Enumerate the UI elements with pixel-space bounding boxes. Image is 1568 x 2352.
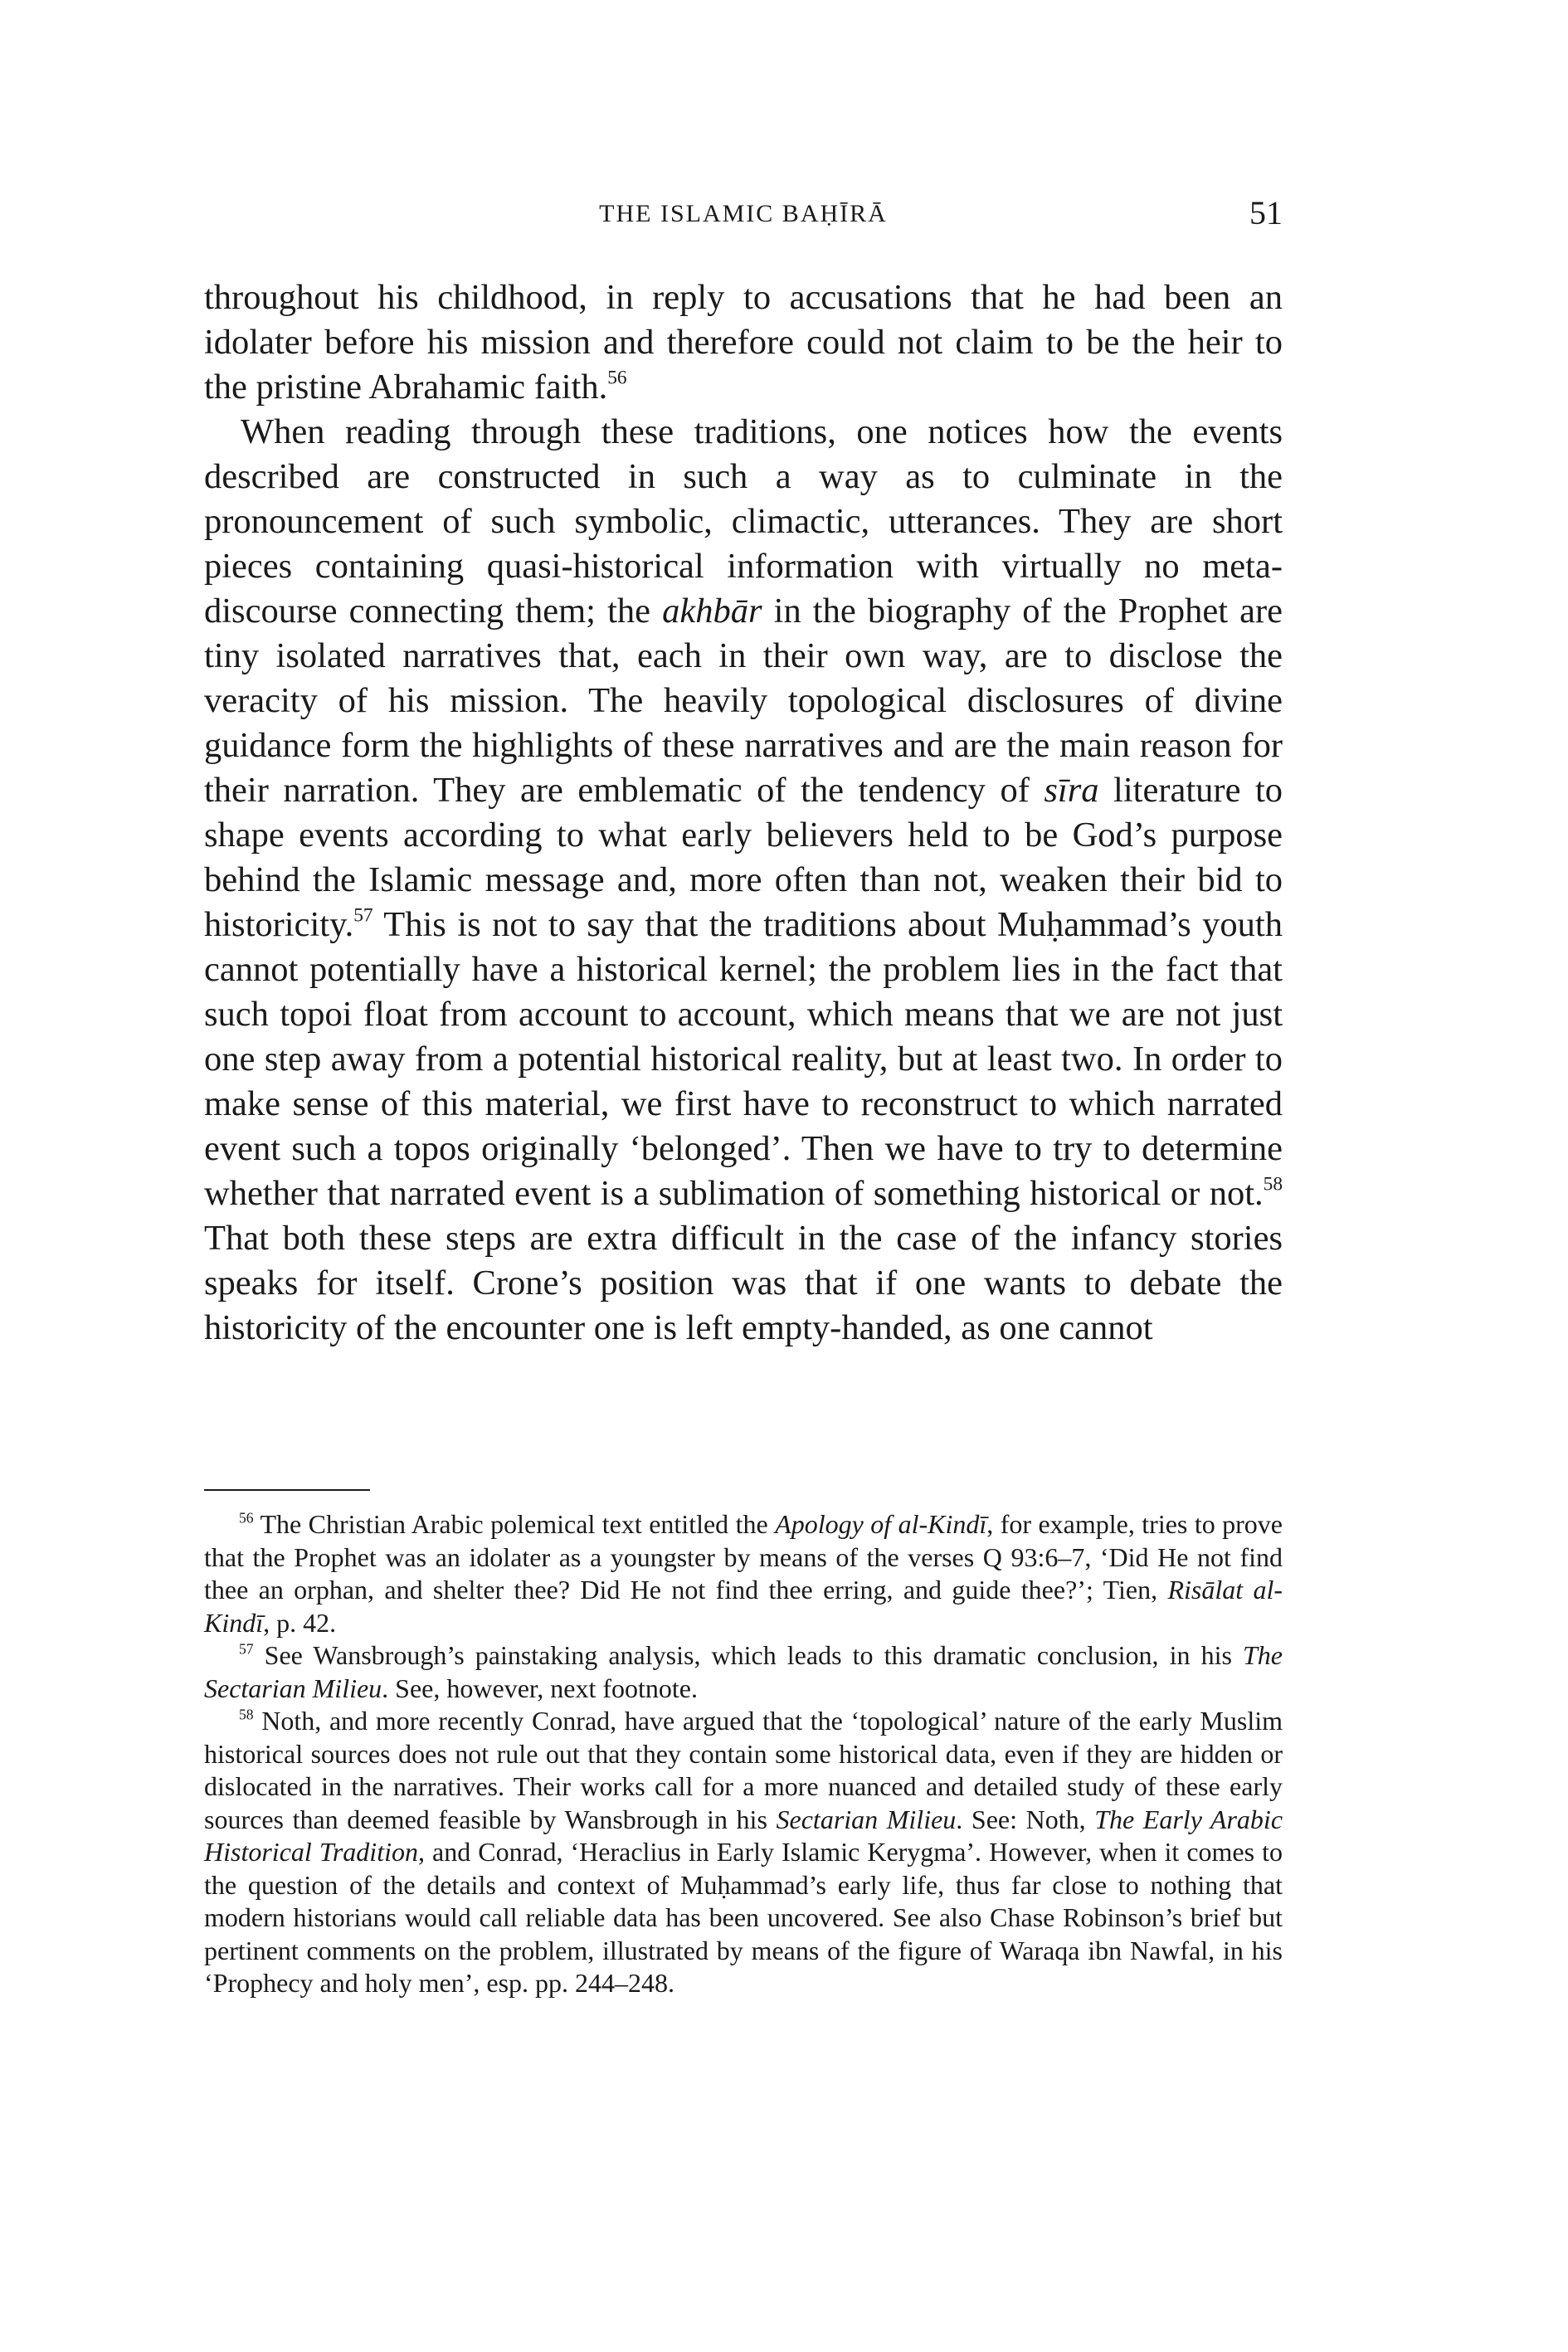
page-number: 51 <box>1249 194 1283 231</box>
footnote-57 <box>204 1639 1283 1705</box>
italic-term: Apology of al-Kindī <box>775 1509 987 1539</box>
text-run: . See: Noth, <box>956 1804 1095 1834</box>
italic-term: sīra <box>1044 771 1099 810</box>
text-run: , for example, tries to prove that the Prophet was an idolater as a youngster by means of the verses Q 93:6–7, ‘Did He not find thee an orphan, and shelter thee? Did He not find thee erring, and guide thee?’; Tien, <box>204 1509 1283 1605</box>
footnote-number: 58 <box>239 1706 254 1723</box>
italic-term: Sectarian Milieu <box>776 1804 957 1834</box>
text-run: in the biography of the Prophet are tiny isolated narratives that, each in their own way, are to disclose the veracity of his mission. The heavily topological disclosures of divine guidance form the highlights of these narratives and are the main reason for their narration. They are emblematic of the tendency of <box>204 592 1283 810</box>
italic-term: The Early Arabic Historical Tradition <box>204 1804 1283 1867</box>
paragraph-2 <box>204 410 1283 1351</box>
footnote-58 <box>204 1705 1283 2000</box>
body-text <box>204 275 1283 1351</box>
text-run: That both these steps are extra difficult in the case of the infancy stories speaks for itself. Crone’s position was that if one wants to debate the historicity of the encounter one is left empty-handed, as one cannot <box>204 1219 1283 1347</box>
running-title: THE ISLAMIC BAḤĪRĀ <box>599 200 888 227</box>
text-run: throughout his childhood, in reply to accusations that he had been an idolater before his mission and therefore could not claim to be the heir to the pristine Abrahamic faith. <box>204 278 1283 407</box>
footnote-56 <box>204 1508 1283 1639</box>
text-run: , p. 42. <box>263 1607 337 1638</box>
footnotes <box>204 1508 1283 2000</box>
footnote-ref: 58 <box>1263 1173 1283 1195</box>
text-run: Noth, and more recently Conrad, have argued that the ‘topological’ nature of the early Muslim historical sources does not rule out that they contain some historical data, even if they are hidden or dislocated in the narratives. Their works call for a more nuanced and detailed study of these early sources than deemed feasible by Wansbrough in his <box>204 1706 1283 1834</box>
footnote-ref: 56 <box>607 367 627 389</box>
footnote-number: 56 <box>239 1509 254 1527</box>
italic-term: akhbār <box>662 592 762 631</box>
footnote-ref: 57 <box>353 904 373 927</box>
footnote-number: 57 <box>239 1640 254 1658</box>
running-head <box>204 193 1283 243</box>
italic-term: The Sectarian Milieu <box>204 1640 1283 1703</box>
paragraph-1 <box>204 275 1283 410</box>
text-run: , and Conrad, ‘Heraclius in Early Islamic Kerygma’. However, when it comes to the question of the details and context of Muḥammad’s early life, thus far close to nothing that modern historians would call reliable data has been uncovered. See also Chase Robinson’s brief but pertinent comments on the problem, illustrated by means of the figure of Waraqa ibn Nawfal, in his ‘Prophecy and holy men’, esp. pp. 244–248. <box>204 1837 1283 1998</box>
footnote-rule <box>204 1489 370 1491</box>
italic-term: Risālat al-Kindī <box>204 1575 1283 1638</box>
text-run: When reading through these traditions, one notices how the events described are constructed in such a way as to culminate in the pronouncement of such symbolic, climactic, utterances. They are short pieces containing quasi-historical information with virtually no meta-discourse connecting them; the <box>204 412 1283 631</box>
text-run: The Christian Arabic polemical text entitled the <box>253 1509 776 1539</box>
text-run: This is not to say that the traditions about Muḥammad’s youth cannot potentially have a historical kernel; the problem lies in the fact that such topoi float from account to account, which means that we are not just one step away from a potential historical reality, but at least two. In order to make sense of this material, we first have to reconstruct to which narrated event such a topos originally ‘belonged’. Then we have to try to determine whether that narrated event is a sublimation of something historical or not. <box>204 905 1283 1213</box>
text-run: . See, however, next footnote. <box>382 1673 698 1703</box>
text-run: literature to shape events according to what early believers held to be God’s purpose behind the Islamic message and, more often than not, weaken their bid to historicity. <box>204 771 1283 944</box>
text-run: See Wansbrough’s painstaking analysis, which leads to this dramatic conclusion, in his <box>253 1640 1243 1670</box>
